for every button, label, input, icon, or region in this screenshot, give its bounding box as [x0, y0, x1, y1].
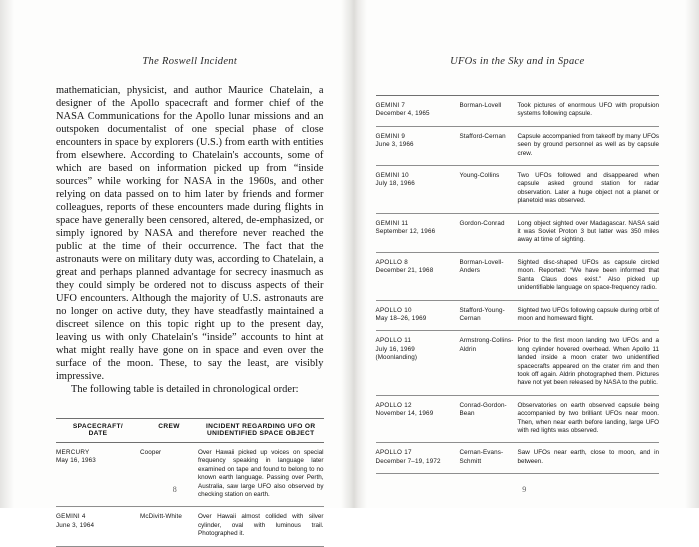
header-spacecraft-date	[56, 423, 140, 437]
table-row	[376, 253, 660, 300]
cell-date: July 18, 1966	[376, 180, 456, 188]
cell-spacecraft-date	[376, 449, 460, 466]
cell-date: December 7–19, 1972	[376, 458, 456, 466]
cell-spacecraft: APOLLO 11	[376, 337, 456, 345]
cell-incident: Sighted disc-shaped UFOs as capsule circled moon. Reported: “We have been informed that Santa Claus does exist.” Also picked up unidentifiable language on space-frequency radio.	[518, 259, 660, 293]
header-crew	[140, 423, 198, 437]
cell-crew: McDivitt-White	[140, 513, 198, 538]
cell-spacecraft-date	[376, 172, 460, 206]
cell-spacecraft: APOLLO 10	[376, 307, 456, 315]
cell-crew: Cernan-Evans-Schmitt	[460, 449, 518, 466]
cell-spacecraft: APOLLO 17	[376, 449, 456, 457]
table-row	[376, 301, 660, 331]
cell-incident: Two UFOs followed and disappeared when capsule asked ground station for radar observation. Later a huge object not a planet or planetoid was observed.	[518, 172, 660, 206]
cell-incident: Capsule accompanied from takeoff by many UFOs seen by ground personnel as well as by capsule crew.	[518, 133, 660, 158]
cell-crew: Cooper	[140, 449, 198, 499]
header-spacecraft: SPACECRAFT/	[73, 423, 123, 430]
left-page-number: 8	[173, 485, 177, 494]
cell-date: December 4, 1965	[376, 110, 456, 118]
cell-date: June 3, 1964	[56, 522, 136, 530]
table-rule-bottom	[376, 473, 660, 474]
cell-date: May 18–26, 1969	[376, 315, 456, 323]
cell-incident: Over Hawaii almost collided with silver cylinder, oval with luminous trail. Photographed it.	[198, 513, 324, 538]
cell-crew: Armstrong-Collins-Aldrin	[460, 337, 518, 387]
cell-spacecraft-date	[376, 133, 460, 158]
cell-incident: Long object sighted over Madagascar. NASA said it was Soviet Proton 3 but latter was 350 miles away at time of sighting.	[518, 220, 660, 245]
left-incident-table	[56, 418, 324, 547]
left-page	[0, 0, 350, 508]
table-row	[376, 96, 660, 126]
header-date: DATE	[56, 430, 140, 437]
cell-spacecraft-date	[376, 307, 460, 324]
cell-spacecraft-date	[376, 102, 460, 119]
cell-spacecraft: GEMINI 9	[376, 133, 456, 141]
cell-spacecraft-date	[56, 513, 140, 538]
cell-date: June 3, 1966	[376, 141, 456, 149]
header-incident-line1: INCIDENT REGARDING UFO OR	[206, 423, 316, 430]
cell-incident: Took pictures of enormous UFO with propulsion systems following capsule.	[518, 102, 660, 119]
table-row	[56, 443, 324, 506]
cell-crew: Stafford-Cernan	[460, 133, 518, 158]
cell-spacecraft: APOLLO 12	[376, 402, 456, 410]
cell-date: September 12, 1966	[376, 228, 456, 236]
cell-date: December 21, 1968	[376, 267, 456, 275]
header-incident	[198, 423, 324, 437]
cell-spacecraft: GEMINI 4	[56, 513, 136, 521]
cell-note: (Moonlanding)	[376, 354, 456, 362]
table-header-row	[56, 419, 324, 442]
cell-crew: Conrad-Gordon-Bean	[460, 402, 518, 436]
cell-crew: Borman-Lovell-Anders	[460, 259, 518, 293]
table-row	[376, 396, 660, 443]
table-row	[376, 127, 660, 165]
cell-crew: Stafford-Young-Cernan	[460, 307, 518, 324]
left-body-text	[56, 84, 324, 396]
cell-spacecraft: MERCURY	[56, 449, 136, 457]
cell-date: July 16, 1969	[376, 346, 456, 354]
cell-incident: Prior to the first moon landing two UFOs and a long cylinder hovered overhead. When Apollo 11 landed inside a moon crater two unidentified spacecrafts appeared on the crater rim and then took off again. Aldrin photographed them. Pictures have not yet been released by NASA to the public.	[518, 337, 660, 387]
cell-incident: Observatories on earth observed capsule being accompanied by two brilliant UFOs near moon. Then, when near earth before landing, large UFO with red lights was observed.	[518, 402, 660, 436]
right-page-number: 9	[522, 485, 526, 494]
left-running-head: The Roswell Incident	[56, 56, 324, 67]
table-row	[376, 214, 660, 252]
paragraph-main: mathematician, physicist, and author Maurice Chatelain, a designer of the Apollo spacecraft and former chief of the NASA Communications for the Apollo lunar missions and an outspoken documentalist of one special phase of close encounters in space by explorers (U.S.) from earth with entities from elsewhere. According to Chatelain's accounts, some of which are based on information picked up from “inside sources” while working for NASA in the 1960s, and other relying on data passed on to him later by friends and former colleagues, reports of these encounters made during flights in space have generally been censored, altered, de-emphasized, or simply ignored by NASA and therefore never reached the public at the time of their occurrence. The fact that the astronauts were on military duty was, according to Chatelain, a great and perhaps planned advantage for secrecy inasmuch as they could simply be ordered not to discuss aspects of their UFO encounters. Although the majority of U.S. astronauts are no longer on active duty, they have steadfastly maintained a discreet silence on this topic right up to the present day, leaving us with only Chatelain's “inside” accounts to hint at what might really have gone on in space and even over the surface of the moon. These, to say the least, are visibly impressive.	[56, 84, 324, 383]
cell-incident: Over Hawaii picked up voices on special frequency speaking in language later examined on tape and found to belong to no known earth language. Passing over Perth, Australia, saw large UFO also observed by checking station on earth.	[198, 449, 324, 499]
cell-crew: Borman-Lovell	[460, 102, 518, 119]
header-crew-label: CREW	[158, 423, 180, 430]
cell-crew: Gordon-Conrad	[460, 220, 518, 245]
cell-spacecraft: GEMINI 11	[376, 220, 456, 228]
cell-spacecraft-date	[376, 337, 460, 387]
cell-spacecraft: APOLLO 8	[376, 259, 456, 267]
cell-spacecraft: GEMINI 7	[376, 102, 456, 110]
cell-incident: Sighted two UFOs following capsule during orbit of moon and homeward flight.	[518, 307, 660, 324]
cell-spacecraft-date	[376, 220, 460, 245]
right-page	[350, 0, 699, 508]
header-incident-line2: UNIDENTIFIED SPACE OBJECT	[198, 430, 324, 437]
table-row	[376, 443, 660, 473]
cell-spacecraft-date	[376, 402, 460, 436]
cell-date: May 16, 1963	[56, 457, 136, 465]
cell-spacecraft: GEMINI 10	[376, 172, 456, 180]
cell-crew: Young-Collins	[460, 172, 518, 206]
table-row	[376, 166, 660, 213]
cell-spacecraft-date	[376, 259, 460, 293]
right-incident-table	[376, 95, 660, 474]
cell-spacecraft-date	[56, 449, 140, 499]
cell-date: November 14, 1969	[376, 410, 456, 418]
cell-incident: Saw UFOs near earth, close to moon, and in between.	[518, 449, 660, 466]
table-row	[376, 331, 660, 394]
right-running-head: UFOs in the Sky and in Space	[376, 56, 660, 67]
table-row	[56, 507, 324, 545]
paragraph-table-intro: The following table is detailed in chronological order:	[56, 383, 324, 396]
